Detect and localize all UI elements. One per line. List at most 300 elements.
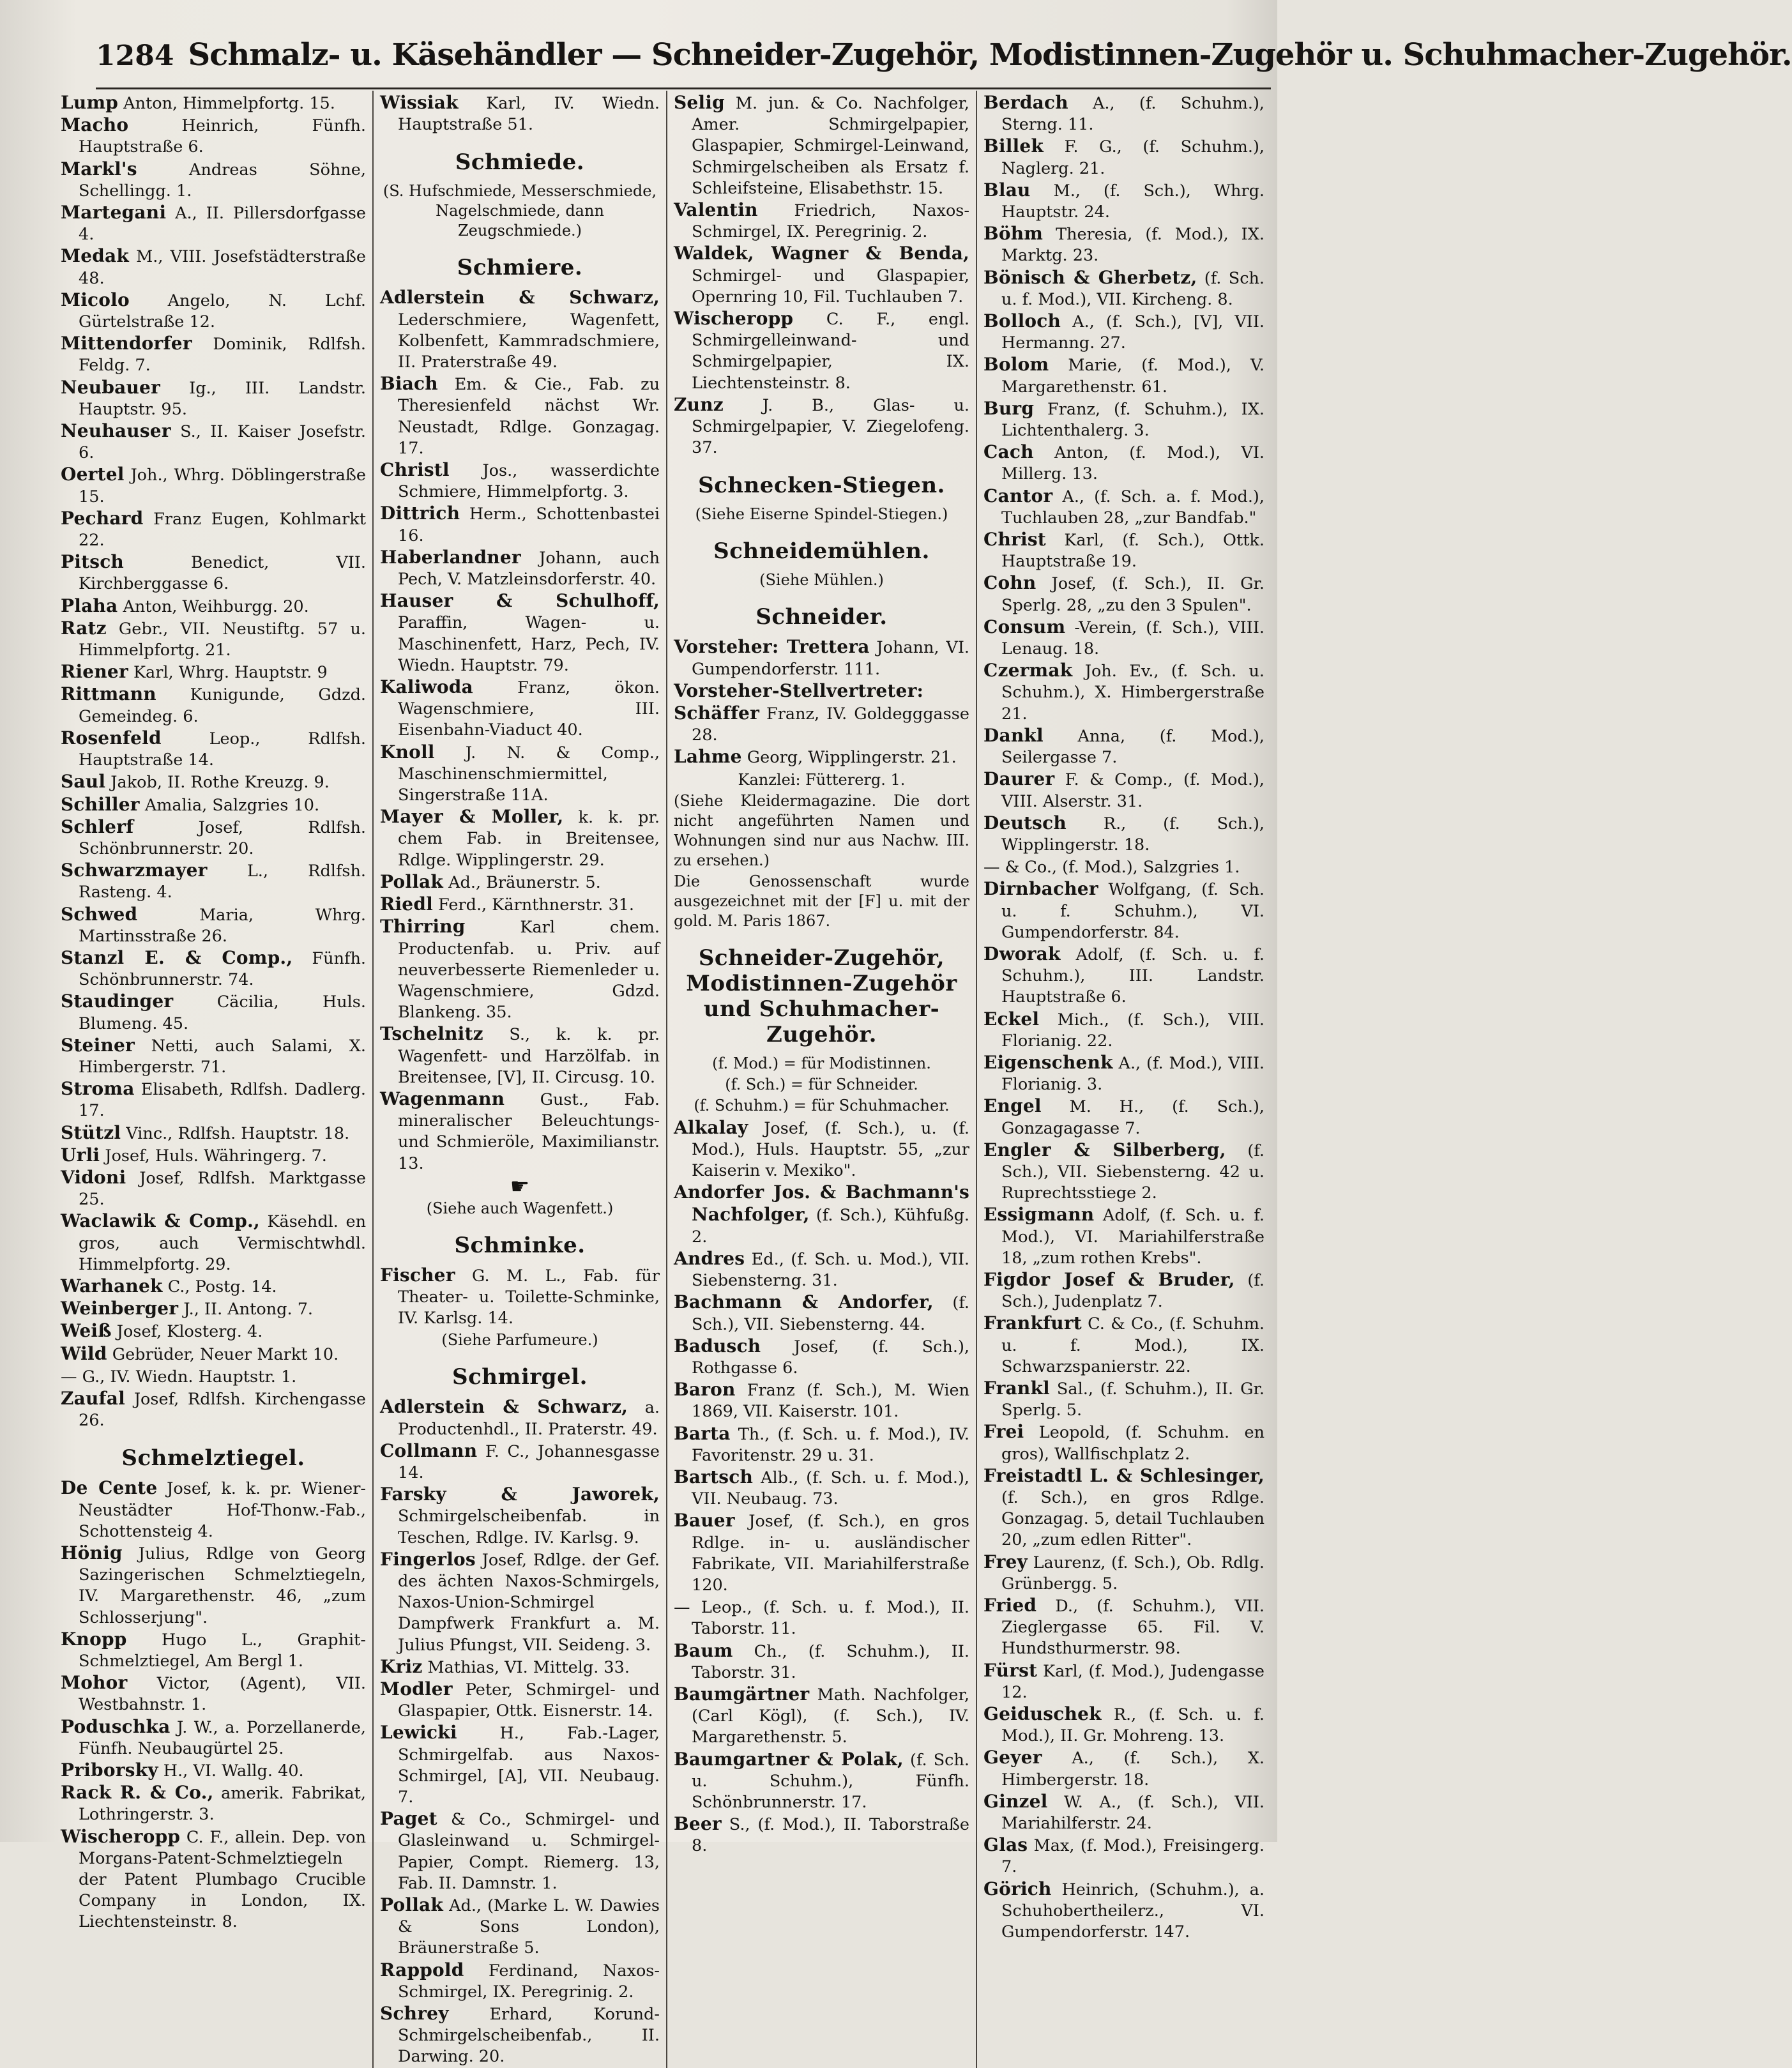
- entry-details: Cäcilia, Huls. Blumeng. 45.: [79, 992, 366, 1033]
- entry-details: Ad., Bräunerstr. 5.: [448, 872, 601, 892]
- directory-entry: [380, 1484, 660, 1549]
- entry-details: Karl, (f. Mod.), Judengasse 12.: [1001, 1661, 1264, 1702]
- directory-entry: [983, 1312, 1264, 1378]
- entry-details: — Leop., (f. Sch. u. f. Mod.), II. Taborstr. 11.: [674, 1598, 969, 1639]
- entry-name: Stanzl E. & Comp.,: [61, 947, 293, 968]
- directory-entry: [674, 1248, 969, 1291]
- directory-entry: [61, 1343, 366, 1365]
- entry-details: — G., IV. Wiedn. Hauptstr. 1.: [61, 1367, 297, 1387]
- entry-name: Rappold: [380, 1959, 464, 1981]
- entry-details: k. k. pr. chem Fab. in Breitensee, Rdlge. Wipplingerstr. 29.: [398, 808, 660, 870]
- entry-name: Engel: [983, 1095, 1042, 1117]
- directory-entry: [380, 1396, 660, 1440]
- directory-entry: [674, 1596, 969, 1639]
- directory-entry: [674, 243, 969, 308]
- entry-details: Josef, (f. Sch.), II. Gr. Sperlg. 28, „zu den 3 Spulen".: [1001, 574, 1265, 615]
- entry-name: Weiß: [61, 1320, 112, 1342]
- entry-details: Erhard, Korund-Schmirgelscheibenfab., II. Darwing. 20.: [398, 2005, 660, 2067]
- entry-name: Neubauer: [61, 376, 161, 398]
- section-heading: Schmiede.: [455, 149, 585, 176]
- directory-entry: [61, 1365, 366, 1388]
- entry-name: Paget: [380, 1808, 437, 1830]
- directory-entry: [674, 199, 969, 243]
- entry-details: Dominik, Rdlfsh. Feldg. 7.: [79, 335, 366, 376]
- entry-name: Christl: [380, 459, 450, 481]
- entry-name: Dankl: [983, 724, 1044, 746]
- directory-entry: [983, 878, 1264, 943]
- entry-name: Pollak: [380, 871, 443, 892]
- directory-entry: [674, 1335, 969, 1379]
- directory-entry: [983, 1008, 1264, 1052]
- entry-details: Herm., Schottenbastei 16.: [398, 505, 660, 545]
- entry-details: Josef, (f. Sch.), Rothgasse 6.: [692, 1337, 970, 1378]
- directory-entry: [983, 572, 1264, 616]
- entry-name: Kriz: [380, 1655, 423, 1677]
- entry-details: Josef, Rdlge. der Gef. des ächten Naxos-Schmirgels, Naxos-Union-Schmirgel Dampfwerk Frankfurt a. M. Julius Pfungst, VII. Seideng. 3.: [398, 1550, 660, 1655]
- entry-details: Marie, (f. Mod.), V. Margarethenstr. 61.: [1001, 356, 1265, 397]
- entry-details: (f. Sch.), VII. Siebensterng. 42 u. Ruprechtsstiege 2.: [1001, 1141, 1264, 1203]
- entry-details: F. & Comp., (f. Mod.), VIII. Alserstr. 31.: [1001, 770, 1265, 811]
- directory-entry: [61, 683, 366, 727]
- entry-name: Baumgärtner: [674, 1683, 810, 1705]
- directory-entry: [61, 1477, 366, 1542]
- entry-name: Vidoni: [61, 1166, 126, 1188]
- directory-entry: [61, 618, 366, 661]
- directory-entry: [380, 1549, 660, 1656]
- column-3: [667, 91, 977, 2068]
- entry-name: Mayer & Moller,: [380, 806, 564, 828]
- directory-entry: [61, 1542, 366, 1629]
- entry-name: Warhanek: [61, 1275, 163, 1296]
- entry-details: — & Co., (f. Mod.), Salzgries 1.: [983, 858, 1240, 878]
- entry-details: Franz, (f. Schuhm.), IX. Lichtenthalerg. 3.: [1001, 399, 1264, 441]
- entry-details: Franz, IV. Goldegggasse 28.: [692, 704, 969, 745]
- entry-details: Franz, ökon. Wagenschmiere, III. Eisenbahn-Viaduct 40.: [398, 678, 660, 740]
- directory-entry: [61, 289, 366, 333]
- entry-name: Berdach: [983, 92, 1068, 113]
- directory-entry: [61, 1629, 366, 1672]
- entry-details: A., (f. Mod.), VIII. Florianig. 3.: [1001, 1053, 1264, 1095]
- entry-details: Ferdinand, Naxos-Schmirgel, IX. Peregrinig. 2.: [398, 1961, 660, 2002]
- cross-reference-note: (S. Hufschmiede, Messerschmiede, Nagelschmiede, dann Zeugschmiede.): [383, 182, 657, 240]
- entry-details: Julius, Rdlge von Georg Sazingerischen Schmelztiegeln, IV. Margarethenstr. 46, „zum Schlosserjung".: [79, 1544, 366, 1627]
- directory-entry: [983, 943, 1264, 1008]
- cross-reference-note: (Siehe Parfumeure.): [441, 1331, 598, 1350]
- entry-name: Stützl: [61, 1121, 121, 1143]
- entry-details: amerik. Fabrikat, Lothringerstr. 3.: [79, 1784, 366, 1825]
- section-heading: Schneider-Zugehör, Modistinnen-Zugehör und Schuhmacher-Zugehör.: [686, 945, 957, 1047]
- directory-entry: [983, 485, 1264, 529]
- entry-name: Thirring: [380, 916, 466, 938]
- entry-name: Zaufal: [61, 1387, 125, 1409]
- directory-entry: [61, 1672, 366, 1715]
- entry-name: Barta: [674, 1422, 731, 1444]
- cross-reference-note: (Siehe Eiserne Spindel-Stiegen.): [695, 505, 948, 524]
- directory-entry: [983, 1703, 1264, 1747]
- section-heading: Schnecken-Stiegen.: [698, 473, 945, 499]
- entry-details: A., (f. Sch.), [V], VII. Hermanng. 27.: [1001, 312, 1264, 353]
- entry-name: Frei: [983, 1421, 1024, 1443]
- entry-details: Heinrich, Fünfh. Hauptstraße 6.: [79, 116, 366, 157]
- directory-entry: [380, 547, 660, 590]
- entry-name: Engler & Silberberg,: [983, 1139, 1226, 1160]
- directory-entry: [61, 727, 366, 771]
- entry-name: Billek: [983, 135, 1044, 157]
- directory-entry: [61, 1275, 366, 1298]
- entry-details: F. G., (f. Schuhm.), Naglerg. 21.: [1001, 137, 1264, 178]
- directory-entry: [61, 904, 366, 947]
- column-2: [374, 91, 667, 2068]
- directory-entry: [983, 1095, 1264, 1139]
- entry-details: Georg, Wipplingerstr. 21.: [747, 748, 957, 768]
- directory-entry: [380, 806, 660, 871]
- directory-entry: [61, 333, 366, 376]
- entry-details: C. & Co., (f. Schuhm. u. f. Mod.), IX. Schwarzspanierstr. 22.: [1001, 1314, 1264, 1376]
- directory-entry: [674, 1749, 969, 1814]
- entry-name: Baum: [674, 1639, 733, 1661]
- entry-details: Angelo, N. Lchf. Gürtelstraße 12.: [79, 291, 366, 332]
- entry-details: C. F., engl. Schmirgelleinwand- und Schmirgelpapier, IX. Liechtensteinstr. 8.: [692, 310, 970, 393]
- entry-name: Selig: [674, 92, 725, 113]
- entry-details: Fünfh. Schönbrunnerstr. 74.: [79, 948, 366, 990]
- entry-name: Hönig: [61, 1542, 123, 1563]
- entry-details: Th., (f. Sch. u. f. Mod.), IV. Favoritenstr. 29 u. 31.: [692, 1424, 969, 1465]
- entry-name: Riener: [61, 661, 128, 683]
- entry-name: Knoll: [380, 741, 435, 763]
- entry-details: Franz Eugen, Kohlmarkt 22.: [79, 509, 366, 551]
- directory-entry: [674, 1466, 969, 1510]
- entry-name: Frey: [983, 1551, 1028, 1572]
- directory-entry: [674, 746, 969, 768]
- entry-details: C. F., allein. Dep. von Morgans-Patent-Schmelztiegeln der Patent Plumbago Crucible Company in London, IX. Liechtensteinstr. 8.: [79, 1827, 366, 1932]
- entry-details: Josef, k. k. pr. Wiener-Neustädter Hof-Thonw.-Fab., Schottensteig 4.: [79, 1479, 366, 1541]
- entry-details: Karl chem. Productenfab. u. Priv. auf neuverbesserte Riemenleder u. Wagenschmiere, Gdzd. Blankeng. 35.: [398, 918, 660, 1023]
- entry-details: Amalia, Salzgries 10.: [144, 795, 320, 815]
- entry-name: Wild: [61, 1342, 107, 1364]
- directory-entry: [61, 245, 366, 289]
- page-header: [96, 37, 1792, 89]
- section-heading: Schmiere.: [457, 255, 583, 281]
- directory-entry: [983, 354, 1264, 397]
- directory-entry: [61, 947, 366, 991]
- section-heading: Schmirgel.: [452, 1364, 588, 1390]
- entry-name: Wischeropp: [61, 1825, 181, 1847]
- entry-name: Freistadtl L. & Schlesinger,: [983, 1464, 1264, 1486]
- section-heading: Schneidemühlen.: [713, 538, 930, 565]
- directory-entry: [983, 1747, 1264, 1790]
- page-number: 1284: [96, 40, 174, 72]
- entry-details: Ch., (f. Schuhm.), II. Taborstr. 31.: [692, 1641, 969, 1682]
- directory-entry: [61, 1760, 366, 1782]
- entry-details: Paraffin, Wagen- u. Maschinenfett, Harz, Pech, IV. Wiedn. Hauptstr. 79.: [398, 613, 660, 675]
- directory-entry: [380, 741, 660, 807]
- entry-name: Priborsky: [61, 1760, 158, 1781]
- directory-entry: [380, 1959, 660, 2003]
- directory-entry: [674, 308, 969, 394]
- entry-name: Dworak: [983, 943, 1061, 964]
- entry-name: Böhm: [983, 223, 1044, 245]
- entry-name: Fingerlos: [380, 1548, 476, 1570]
- entry-name: Ginzel: [983, 1790, 1048, 1812]
- entry-name: Daurer: [983, 768, 1055, 790]
- entry-details: Mathias, VI. Mittelg. 33.: [427, 1657, 630, 1677]
- entry-details: (f. Sch.), en gros Rdlge. Gonzagag. 5, detail Tuchlauben 20, „zum edlen Ritter".: [1001, 1488, 1264, 1550]
- directory-entry: [380, 1678, 660, 1722]
- entry-details: Ferd., Kärnthnerstr. 31.: [438, 895, 634, 915]
- entry-details: Josef, Rdlfsh. Marktgasse 25.: [79, 1168, 366, 1210]
- entry-name: Farsky & Jaworek,: [380, 1484, 660, 1505]
- entry-details: H., VI. Wallg. 40.: [163, 1761, 304, 1781]
- entry-name: Staudinger: [61, 991, 174, 1012]
- entry-name: Urli: [61, 1144, 100, 1166]
- directory-entry: [61, 1388, 366, 1431]
- entry-name: Riedl: [380, 893, 433, 915]
- entry-details: Theresia, (f. Mod.), IX. Marktg. 23.: [1001, 225, 1264, 266]
- entry-details: Em. & Cie., Fab. zu Theresienfeld nächst Wr. Neustadt, Rdlge. Gonzagag. 17.: [398, 375, 660, 458]
- entry-name: Schiller: [61, 793, 140, 815]
- directory-entry: [61, 1826, 366, 1933]
- directory-entry: [983, 179, 1264, 223]
- column-4: [977, 91, 1271, 2068]
- directory-entry: [380, 2003, 660, 2068]
- entry-details: Karl, Whrg. Hauptstr. 9: [133, 663, 328, 683]
- entry-details: Jos., wasserdichte Schmiere, Himmelpfortg. 3.: [398, 461, 660, 502]
- directory-entry: [380, 590, 660, 676]
- entry-details: Schmirgelscheibenfab. in Teschen, Rdlge. IV. Karlsg. 9.: [398, 1507, 660, 1547]
- entry-name: Knopp: [61, 1628, 127, 1650]
- entry-name: Rosenfeld: [61, 727, 162, 749]
- entry-name: Wischeropp: [674, 308, 794, 330]
- section-heading: Schneider.: [756, 604, 888, 630]
- directory-entry: [983, 1269, 1264, 1312]
- entry-name: Czermak: [983, 660, 1073, 681]
- directory-entry: [674, 1423, 969, 1466]
- entry-name: Bolom: [983, 354, 1049, 376]
- entry-details: R., (f. Sch.), Wipplingerstr. 18.: [1001, 814, 1264, 855]
- directory-entry: [983, 1791, 1264, 1834]
- entry-details: S., (f. Mod.), II. Taborstraße 8.: [692, 1815, 969, 1856]
- entry-name: Vorsteher: Trettera: [674, 636, 870, 658]
- entry-details: Johann, auch Pech, V. Matzleinsdorferstr. 40.: [398, 548, 660, 589]
- entry-details: S., k. k. pr. Wagenfett- und Harzölfab. in Breitensee, [V], II. Circusg. 10.: [398, 1025, 660, 1087]
- directory-entry: [61, 92, 366, 114]
- column-1: [54, 91, 374, 2068]
- directory-entry: [61, 991, 366, 1034]
- entry-details: Adolf, (f. Sch. u. f. Schuhm.), III. Landstr. Hauptstraße 6.: [1001, 945, 1264, 1007]
- entry-name: Dirnbacher: [983, 878, 1098, 900]
- entry-details: M., (f. Sch.), Whrg. Hauptstr. 24.: [1001, 181, 1265, 222]
- entry-name: Geiduschek: [983, 1703, 1102, 1725]
- directory-entry: [674, 92, 969, 199]
- directory-entry: [674, 1291, 969, 1335]
- entry-name: Andorfer Jos. & Bachmann's Nachfolger,: [674, 1182, 969, 1226]
- entry-name: Blau: [983, 179, 1031, 201]
- directory-entry: [61, 1210, 366, 1275]
- directory-entry: [61, 1716, 366, 1760]
- entry-name: Deutsch: [983, 812, 1067, 833]
- entry-details: Victor, (Agent), VII. Westbahnstr. 1.: [79, 1674, 366, 1715]
- entry-details: M., VIII. Josefstädterstraße 48.: [79, 247, 367, 288]
- directory-entry: [61, 860, 366, 903]
- entry-name: Markl's: [61, 158, 137, 179]
- directory-entry: [61, 464, 366, 507]
- entry-details: M. jun. & Co. Nachfolger, Amer. Schmirgelpapier, Glaspapier, Schmirgel-Leinwand, Schmirgelscheiben als Ersatz f. Schleifsteine, Elisabethstr. 15.: [692, 94, 969, 198]
- directory-entry: [674, 1684, 969, 1749]
- entry-details: A., (f. Sch.), X. Himbergerstr. 18.: [1001, 1749, 1265, 1790]
- entry-details: Joh., Whrg. Döblingerstraße 15.: [79, 466, 367, 506]
- entry-name: Poduschka: [61, 1715, 171, 1737]
- directory-entry: [983, 1378, 1264, 1421]
- directory-entry: [380, 676, 660, 741]
- entry-details: L., Rdlfsh. Rasteng. 4.: [79, 862, 366, 902]
- page-title: Schmalz- u. Käsehändler — Schneider-Zugehör, Modistinnen-Zugehör u. Schuhmacher-Zugehör.: [188, 37, 1792, 73]
- entry-name: Schwed: [61, 903, 138, 925]
- directory-entry: [983, 768, 1264, 812]
- entry-details: -Verein, (f. Sch.), VIII. Lenaug. 18.: [1001, 618, 1264, 659]
- entry-name: Steiner: [61, 1034, 135, 1056]
- entry-details: Karl, IV. Wiedn. Hauptstraße 51.: [398, 94, 660, 135]
- entry-details: S., II. Kaiser Josefstr. 6.: [79, 422, 366, 463]
- entry-name: Hauser & Schulhoff,: [380, 590, 660, 612]
- entry-name: Baumgartner & Polak,: [674, 1748, 904, 1770]
- entry-name: Cohn: [983, 572, 1036, 594]
- directory-entry: [61, 202, 366, 245]
- entry-name: Baron: [674, 1379, 736, 1401]
- directory-entry: [380, 92, 660, 135]
- entry-name: De Cente: [61, 1477, 158, 1499]
- directory-entry: [61, 420, 366, 464]
- directory-entry: [380, 1088, 660, 1175]
- directory-entry: [61, 114, 366, 158]
- directory-entry: [61, 1035, 366, 1078]
- entry-name: Geyer: [983, 1747, 1042, 1768]
- directory-entry: [674, 1640, 969, 1684]
- entry-details: J. B., Glas- u. Schmirgelpapier, V. Ziegelofeng. 37.: [692, 395, 970, 458]
- directory-entry: [61, 1122, 366, 1144]
- entry-name: Rack R. & Co.,: [61, 1782, 214, 1804]
- entry-details: A., (f. Sch. a. f. Mod.), Tuchlauben 28, „zur Bandfab.": [1001, 487, 1264, 528]
- entry-details: Laurenz, (f. Sch.), Ob. Rdlg. Grünbergg. 5.: [1001, 1553, 1264, 1593]
- entry-details: Josef, Huls. Währingerg. 7.: [105, 1146, 327, 1166]
- entry-name: Zunz: [674, 393, 724, 415]
- entry-name: Micolo: [61, 289, 130, 310]
- directory-entry: [674, 394, 969, 459]
- directory-entry: [674, 1182, 969, 1248]
- entry-details: C., Postg. 14.: [167, 1277, 277, 1296]
- entry-details: Ed., (f. Sch. u. Mod.), VII. Siebensterng. 31.: [692, 1249, 970, 1291]
- entry-name: Weinberger: [61, 1298, 179, 1319]
- entry-details: Adolf, (f. Sch. u. f. Mod.), VI. Mariahilferstraße 18, „zum rothen Krebs".: [1001, 1206, 1264, 1268]
- directory-entry: [983, 398, 1264, 441]
- entry-details: Wolfgang, (f. Sch. u. f. Schuhm.), VI. Gumpendorferstr. 84.: [1001, 880, 1264, 942]
- entry-details: Lederschmiere, Wagenfett, Kolbenfett, Kammradschmiere, II. Praterstraße 49.: [398, 310, 660, 372]
- directory-entry: [380, 893, 660, 916]
- entry-details: (f. Sch.), Kühfußg. 2.: [692, 1206, 970, 1247]
- directory-entry: [380, 1265, 660, 1330]
- directory-entry: [983, 616, 1264, 660]
- entry-details: (f. Sch. u. Schuhm.), Fünfh. Schönbrunnerstr. 17.: [692, 1750, 969, 1812]
- directory-entry: [380, 1808, 660, 1894]
- directory-entry: [380, 1894, 660, 1959]
- directory-entry: [983, 1834, 1264, 1878]
- entry-details: Ad., (Marke L. W. Dawies & Sons London), Bräunerstraße 5.: [398, 1896, 660, 1958]
- entry-details: Benedict, VII. Kirchberggasse 6.: [79, 553, 366, 594]
- entry-name: Saul: [61, 771, 106, 793]
- entry-name: Görich: [983, 1878, 1052, 1899]
- directory-entry: [983, 660, 1264, 725]
- cross-reference-note: (f. Schuhm.) = für Schuhmacher.: [694, 1096, 950, 1114]
- entry-name: Wissiak: [380, 92, 459, 113]
- entry-name: Pechard: [61, 507, 144, 529]
- directory-entry: [61, 508, 366, 551]
- entry-details: J. W., a. Porzellanerde, Fünfh. Neubaugürtel 25.: [79, 1717, 367, 1758]
- directory-entry: [674, 1813, 969, 1857]
- directory-entry: [983, 1421, 1264, 1464]
- entry-name: Beer: [674, 1813, 722, 1835]
- directory-entry: [983, 267, 1264, 310]
- directory-entry: [983, 1052, 1264, 1095]
- entry-details: J. N. & Comp., Maschinenschmiermittel, Singerstraße 11A.: [398, 743, 660, 805]
- entry-details: Leop., Rdlfsh. Hauptstraße 14.: [79, 729, 366, 770]
- pointing-hand-icon: ☛: [510, 1173, 530, 1199]
- entry-details: Peter, Schmirgel- und Glaspapier, Ottk. Eisnerstr. 14.: [398, 1680, 660, 1721]
- cross-reference-note: Die Genossenschaft wurde ausgezeichnet mit der [F] u. mit der gold. M. Paris 1867.: [674, 872, 969, 930]
- entry-name: Medak: [61, 245, 129, 267]
- entry-name: Bolloch: [983, 310, 1061, 332]
- entry-name: Frankl: [983, 1377, 1050, 1399]
- entry-name: Lump: [61, 92, 119, 113]
- directory-entry: [674, 1510, 969, 1596]
- entry-name: Bachmann & Andorfer,: [674, 1291, 934, 1313]
- entry-details: D., (f. Schuhm.), VII. Zieglergasse 65. Fil. V. Hundsthurmerstr. 98.: [1001, 1597, 1264, 1659]
- directory-entry: [380, 503, 660, 546]
- entry-details: J., II. Antong. 7.: [183, 1300, 314, 1319]
- entry-name: Adlerstein & Schwarz,: [380, 287, 660, 308]
- entry-details: Max, (f. Mod.), Freisingerg. 7.: [1001, 1836, 1265, 1877]
- directory-entry: [983, 1465, 1264, 1551]
- entry-details: Anton, Himmelpfortg. 15.: [123, 94, 335, 113]
- directory-entry: [983, 529, 1264, 572]
- entry-details: (f. Sch.), VII. Siebensterng. 44.: [692, 1293, 969, 1334]
- directory-entry: [380, 287, 660, 373]
- entry-details: Elisabeth, Rdlfsh. Dadlerg. 17.: [79, 1080, 366, 1121]
- entry-name: Haberlandner: [380, 546, 521, 568]
- entry-name: Lewicki: [380, 1722, 457, 1744]
- directory-entry: [61, 1320, 366, 1342]
- entry-details: M. H., (f. Sch.), Gonzagagasse 7.: [1001, 1097, 1264, 1138]
- entry-name: Badusch: [674, 1335, 761, 1357]
- directory-entry: [380, 1440, 660, 1484]
- directory-entry: [61, 595, 366, 618]
- entry-details: & Co., Schmirgel- und Glasleinwand u. Schmirgel-Papier, Compt. Riemerg. 13, Fab. II. Damnstr. 1.: [398, 1810, 660, 1893]
- entry-name: Martegani: [61, 202, 167, 224]
- entry-details: Josef, Rdlfsh. Kirchengasse 26.: [79, 1389, 367, 1431]
- directory-entry: [674, 680, 969, 703]
- directory-entry: [983, 1204, 1264, 1269]
- entry-details: F. C., Johannesgasse 14.: [398, 1441, 660, 1482]
- entry-details: Gebrüder, Neuer Markt 10.: [112, 1344, 339, 1364]
- cross-reference-note: Kanzlei: Füttererg. 1.: [738, 770, 906, 789]
- entry-details: Franz (f. Sch.), M. Wien 1869, VII. Kaiserstr. 101.: [692, 1381, 969, 1422]
- entry-name: Mittendorfer: [61, 333, 192, 354]
- entry-details: Kunigunde, Gdzd. Gemeindeg. 6.: [79, 685, 366, 726]
- directory-entry: [61, 1782, 366, 1825]
- entry-details: Ig., III. Landstr. Hauptstr. 95.: [79, 378, 367, 419]
- entry-name: Fried: [983, 1595, 1037, 1616]
- directory-entry: [61, 377, 366, 420]
- entry-details: Leopold, (f. Schuhm. en gros), Wallfischplatz 2.: [1001, 1423, 1265, 1464]
- entry-details: Josef, Rdlfsh. Schönbrunnerstr. 20.: [79, 817, 366, 858]
